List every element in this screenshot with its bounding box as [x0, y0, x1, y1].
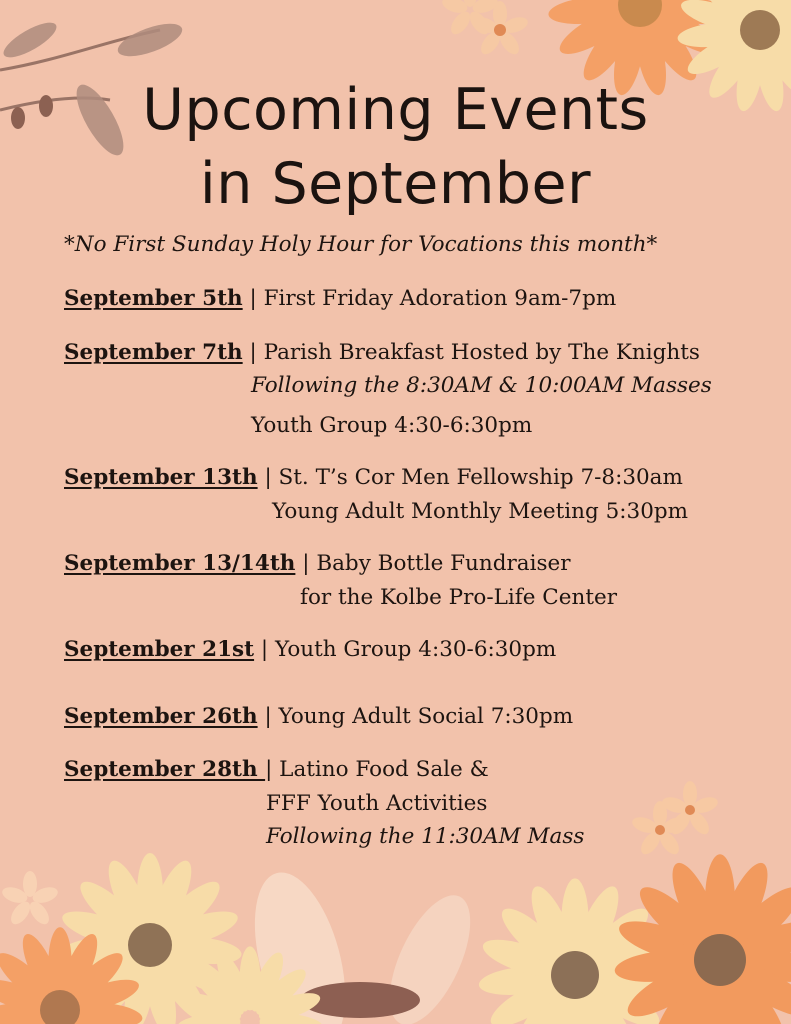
- event-sep7-sub2: Youth Group 4:30-6:30pm: [251, 413, 533, 438]
- event-date: September 21st: [64, 637, 255, 662]
- event-date: September 13/14th: [64, 551, 296, 576]
- page-title-line1: Upcoming Events: [142, 77, 649, 143]
- flowers-bottom: [0, 781, 791, 1024]
- event-date: September 7th: [64, 340, 243, 365]
- event-sep7-sub1: Following the 8:30AM & 10:00AM Masses: [251, 373, 712, 398]
- event-sep28-sub1: FFF Youth Activities: [266, 791, 488, 816]
- separator: |: [242, 340, 264, 365]
- separator: |: [295, 551, 317, 576]
- separator: |: [254, 637, 275, 662]
- separator: |: [265, 757, 280, 782]
- event-text: First Friday Adoration 9am-7pm: [263, 286, 617, 311]
- event-text: Parish Breakfast Hosted by The Knights: [263, 340, 700, 365]
- event-text: Latino Food Sale &: [279, 757, 489, 782]
- event-sep21: [64, 639, 556, 661]
- page-title-line2: in September: [199, 151, 592, 217]
- event-text: Young Adult Social 7:30pm: [278, 704, 574, 729]
- event-sep28-sub2: Following the 11:30AM Mass: [266, 824, 585, 849]
- event-sep5: [64, 288, 616, 310]
- event-sep26: [64, 706, 573, 728]
- separator: |: [257, 704, 279, 729]
- separator: |: [242, 286, 264, 311]
- event-sep28: [64, 759, 489, 781]
- separator: |: [257, 465, 279, 490]
- event-sep13-sub1: Young Adult Monthly Meeting 5:30pm: [272, 499, 689, 524]
- event-text: Youth Group 4:30-6:30pm: [275, 637, 557, 662]
- event-sep13-14: [64, 553, 571, 575]
- event-sep13: [64, 467, 683, 489]
- event-text: Baby Bottle Fundraiser: [316, 551, 571, 576]
- event-date: September 26th: [64, 704, 258, 729]
- event-date: September 13th: [64, 465, 258, 490]
- event-date: September 28th: [64, 757, 266, 782]
- event-text: St. T’s Cor Men Fellowship 7-8:30am: [278, 465, 683, 490]
- event-sep13-14-sub1: for the Kolbe Pro-Life Center: [300, 585, 617, 610]
- event-sep7: [64, 342, 700, 364]
- notice-text: *No First Sunday Holy Hour for Vocations this month*: [64, 232, 658, 257]
- event-date: September 5th: [64, 286, 243, 311]
